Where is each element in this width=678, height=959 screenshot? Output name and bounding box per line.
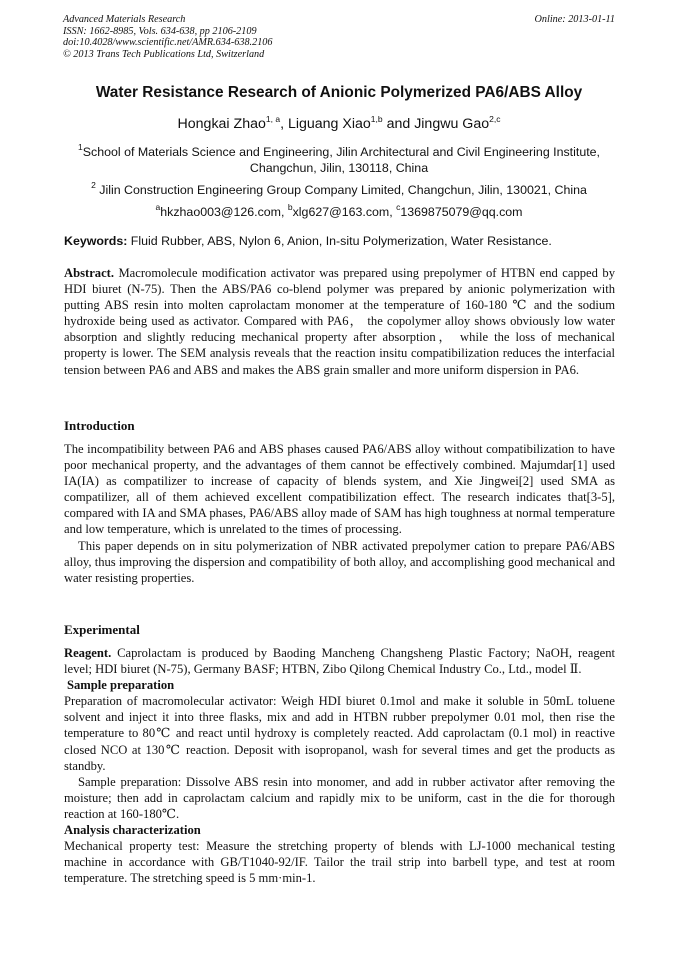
paragraph: Sample preparation: Dissolve ABS resin into monomer, and add in rubber activator after removing the moisture; then add in caprolactam calcium and rapidly mix to be uniform, cast in the die for thorough reaction at 160-180℃. (64, 774, 615, 821)
author-superscript: 2,c (489, 114, 501, 124)
issn-line: ISSN: 1662-8985, Vols. 634-638, pp 2106-2109 (63, 25, 257, 37)
subsection-heading: Sample preparation (67, 678, 175, 693)
introduction-heading: Introduction (64, 418, 135, 433)
affiliation-text: School of Materials Science and Engineering, Jilin Architectural and Civil Engineering Institute, (82, 145, 600, 159)
author-superscript: 1, a (265, 114, 281, 124)
affiliation-text: Jilin Construction Engineering Group Company Limited, Changchun, Jilin, 130021, China (95, 183, 587, 197)
keywords (64, 233, 615, 249)
paragraph: The incompatibility between PA6 and ABS phases caused PA6/ABS alloy without compatibilization to have poor mechanical property, and the advantages of them cannot be effectively combined. Majumdar[1] used IA(IA) as compatilizer to increase of capacity of blends system, and Xie Jingwei[2] used SMA as compatilizer, all of them achieved excellent compatibilization effect. The research indicates that[3-5], compared with IA and SMA phases, PA6/ABS alloy made of SAM has high toughness at normal temperature and low temperature, which is unrelated to the times of processing. (64, 442, 615, 537)
introduction-body (64, 441, 615, 586)
abstract-text: Macromolecule modification activator was prepared using prepolymer of HTBN end capped by HDI biuret (N-75). Then the ABS/PA6 co-blend polymer was prepared by anionic polymerization with putting ABS resin into molten caprolactam monomer at the temperature of 160-180 ℃ and the sodium hydroxide being used as activator. Compared with PA6， the copolymer alloy shows obviously low water absorption and slightly reducing mechanical property after absorption， while the loss of mechanical property is lower. The SEM analysis reveals that the reaction insitu compatibilization reduces the interfacial tension between PA6 and ABS and makes the ABS grain smaller and more uniform dispersion in PA6. (64, 266, 615, 377)
reagent-label: Reagent. (64, 646, 112, 660)
author-name: Jingwu Gao (414, 116, 490, 132)
author-separator: and (382, 116, 415, 132)
email-superscript: a (155, 202, 161, 212)
subsection-heading: Analysis characterization (64, 823, 201, 838)
affiliation-superscript: 1 (78, 142, 83, 152)
affiliation-1 (40, 139, 638, 176)
abstract (64, 265, 615, 378)
keywords-text: Fluid Rubber, ABS, Nylon 6, Anion, In-situ Polymerization, Water Resistance. (127, 234, 552, 248)
experimental-heading: Experimental (64, 622, 140, 637)
author-separator: , (280, 116, 288, 132)
author-superscript: 1,b (370, 114, 383, 124)
email-address: 1369875079@qq.com (400, 205, 523, 219)
doi-line: doi:10.4028/www.scientific.net/AMR.634-638.2106 (63, 37, 273, 49)
affiliation-2 (40, 177, 638, 198)
email-superscript: c (396, 202, 401, 212)
email-address: hkzhao003@126.com, (160, 205, 288, 219)
paragraph: Mechanical property test: Measure the stretching property of blends with LJ-1000 mechanical testing machine in accordance with GB/T1040-92/IF. Tailor the trail strip into barbell type, and test at room temperature. The stretching speed is 5 mm·min-1. (64, 839, 615, 886)
reagent-text: Caprolactam is produced by Baoding Mancheng Changsheng Plastic Factory; NaOH, reagent level; HDI biuret (N-75), Germany BASF; HTBN, Zibo Qilong Chemical Industry Co., Ltd., model Ⅱ. (64, 646, 615, 677)
copyright-line: © 2013 Trans Tech Publications Ltd, Switzerland (63, 48, 265, 60)
email-list (40, 199, 638, 220)
paragraph: Preparation of macromolecular activator: Weigh HDI biuret 0.1mol and make it soluble in 50mL toluene solvent and inject it into three flasks, mix and add in HTBN rubber prepolymer 0.01 mol, then rise the temperature to 80℃ and react until hydroxy is completely reacted. Add caprolactam (0.1 mol) in reactive closed NCO at 130℃ reaction. Deposit with isopropanol, wash for several times and get the products as standby. (64, 694, 615, 773)
reagent-paragraph (64, 645, 615, 677)
author-list (40, 114, 638, 132)
email-superscript: b (287, 202, 293, 212)
paragraph: This paper depends on in situ polymerization of NBR activated prepolymer cation to prepare PA6/ABS alloy, thus improving the dispersion and compatibility of both alloy, and accomplishing good mechanical and water resisting properties. (64, 538, 615, 585)
affiliation-text: Changchun, Jilin, 130118, China (249, 161, 429, 175)
affiliation-superscript: 2 (91, 180, 96, 190)
keywords-label: Keywords: (64, 234, 128, 248)
journal-header (63, 14, 615, 60)
abstract-label: Abstract. (64, 266, 115, 280)
online-date: Online: 2013-01-11 (534, 14, 615, 25)
email-address: xlg627@163.com, (292, 205, 397, 219)
paper-title: Water Resistance Research of Anionic Polymerized PA6/ABS Alloy (95, 84, 583, 101)
journal-name: Advanced Materials Research (63, 14, 186, 25)
experimental-body (64, 645, 615, 886)
author-name: Liguang Xiao (287, 116, 371, 132)
author-name: Hongkai Zhao (177, 116, 266, 132)
